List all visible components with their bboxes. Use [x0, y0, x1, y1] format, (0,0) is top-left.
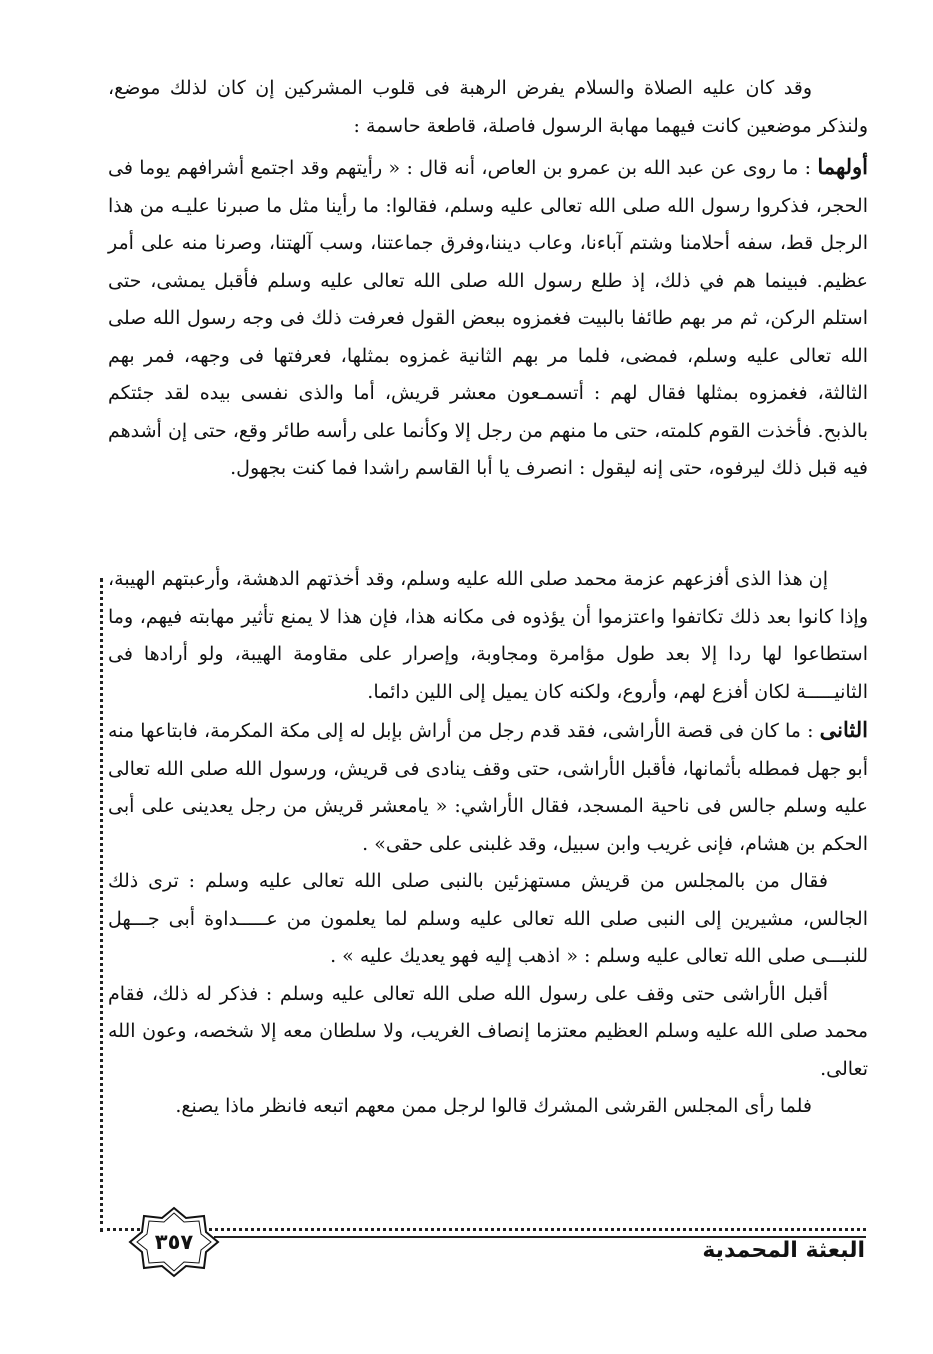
frame-left-border — [100, 578, 103, 1232]
second-incident-text: : ما كان فى قصة الأراشى، فقد قدم رجل من أراش بإبل له إلى مكة المكرمة، فابتاعها منه أبو جهل فمطله بأثمانها، فأقبل الأراشى، حتى وقف ينادى فى قريش، ورسول الله صلى الله تعالى عليه وسلم جالس فى ناحية المسجد، فقال الأراشي: « يامعشر قريش من رجل يعدينى على أبى الحكم بن هشام، فإنى غريب وابن سبيل، وقد غلبنى على حقى» . — [108, 720, 868, 855]
first-incident-text: : ما روى عن عبد الله بن عمرو بن العاص، أنه قال : « رأيتهم وقد اجتمع أشرافهم يوما فى الحجر، فذكروا رسول الله صلى الله تعالى عليه وسلم، فقالوا: ما رأينا مثل ما صبرنا عليـه من هذا الرجل قط، سفه أحلامنا وشتم آباءنا، وعاب ديننا،وفرق جماعتنا، وسب آلهتنا، وصرنا منه على أمر عظيم. فبينما هم في ذلك، إذ طلع رسول الله صلى الله تعالى عليه وسلم فأقبل يمشى، حتى استلم الركن، ثم مر بهم طائفا بالبيت فغمزوه ببعض القول فعرفت ذلك فى وجه رسول الله صلى الله تعالى عليه وسلم، فمضى، فلما مر بهم الثانية غمزوه بمثلها، فعرفتها فى وجهه، فمر بهم الثالثة، فغمزوه بمثلها فقال لهم : أتسمـعون معشر قريش، أما والذى نفسى بيده لقد جئتكم بالذبح. فأخذت القوم كلمته، حتى ما منهم من رجل إلا وكأنما على رأسه طائر وقع، حتى إن أشدهم فيه قبل ذلك ليرفوه، حتى إنه ليقول : انصرف يا أبا القاسم راشدا فما كنت بجهول. — [108, 157, 868, 479]
commentary-paragraph: إن هذا الذى أفزعهم عزمة محمد صلى الله عليه وسلم، وقد أخذتهم الدهشة، وأرعبتهم الهيبة، وإذا كانوا بعد ذلك تكاتفوا واعتزموا أن يؤذوه فى مكانه هذا، فإن هذا لا يمنع تأثير مهابته فيهم، وما استطاعوا لها ردا إلا بعد طول مؤامرة ومجاوبة، وإصرار على مقاومة الهيبة، ولو أرادها فى الثانيـــــة لكان أفزع لهم، وأروع، ولكنه كان يميل إلى اللين دائما. — [108, 568, 868, 703]
second-incident-heading: الثانى — [819, 717, 868, 742]
intro-text: وقد كان عليه الصلاة والسلام يفرض الرهبة فى قلوب المشركين إن كان لذلك موضع، ولنذكر موضعين كانت فيهما مهابة الرسول فاصلة، قاطعة حاسمة : — [108, 77, 868, 137]
first-incident-paragraph — [108, 148, 868, 488]
page-number-badge — [128, 1206, 220, 1278]
first-incident-heading: أولهما — [817, 154, 868, 179]
closing-paragraph: فلما رأى المجلس القرشى المشرك قالوا لرجل ممن معهم اتبعه فانظر ماذا يصنع. — [175, 1095, 812, 1117]
page-number: ٣٥٧ — [154, 1230, 194, 1254]
arashi-approach-paragraph: أقبل الأراشى حتى وقف على رسول الله صلى الله تعالى عليه وسلم : فذكر له ذلك، فقام محمد صلى الله عليه وسلم العظيم معتزما إنصاف الغريب، ولا سلطان معه إلا شخصه، وعون الله تعالى. — [108, 982, 868, 1080]
mockery-paragraph: فقال من بالمجلس من قريش مستهزئين بالنبى صلى الله تعالى عليه وسلم : ترى ذلك الجالس، مشيرين إلى النبى صلى الله تعالى عليه وسلم لما يعلمون من عـــــداوة أبى جـــهل للنبـــى صلى الله تعالى عليه وسلم : « اذهب إليه فهو يعديك عليه » . — [108, 870, 868, 967]
commentary-section — [108, 561, 868, 1126]
intro-paragraph — [108, 70, 868, 145]
running-footer-title: البعثة المحمدية — [702, 1238, 865, 1263]
